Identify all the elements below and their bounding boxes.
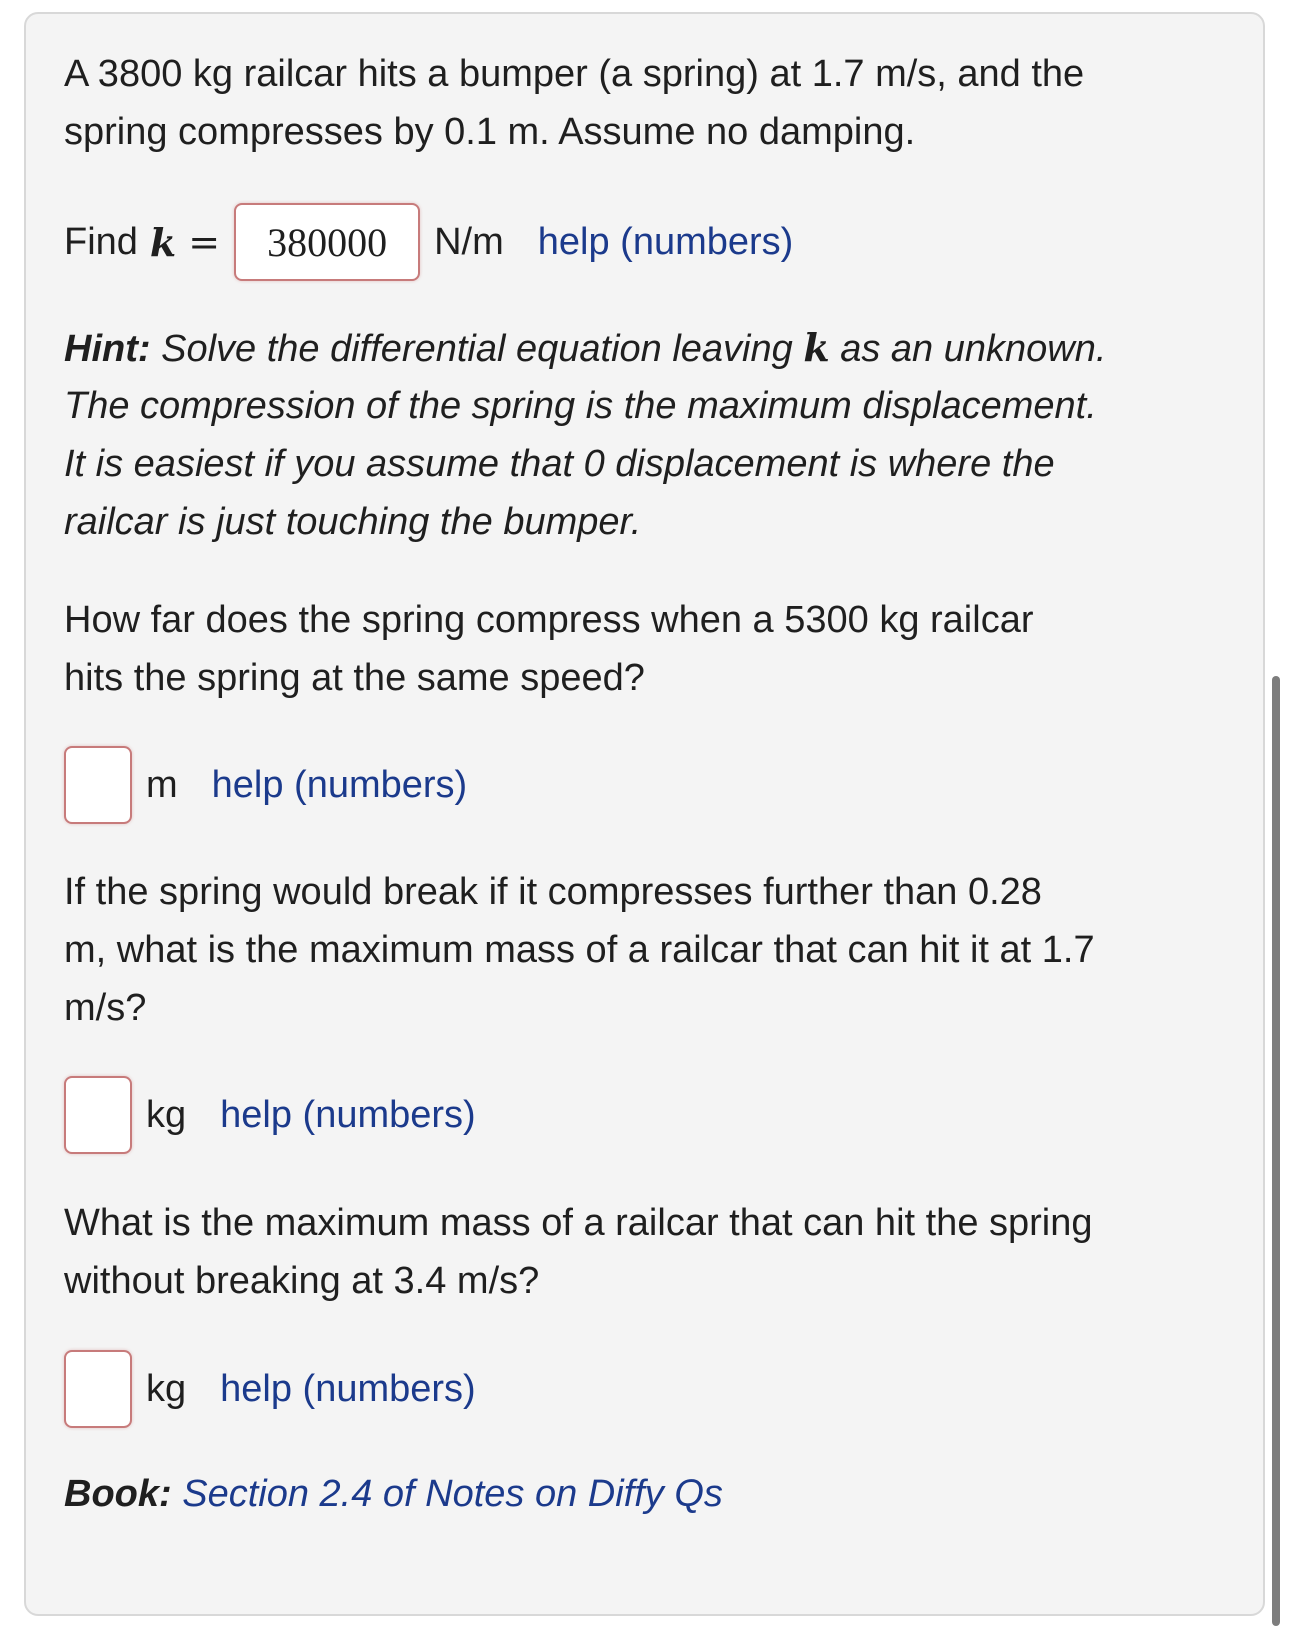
help-link-max-mass[interactable]: help (numbers) (220, 1093, 476, 1136)
hint-line-1 (64, 318, 1106, 379)
hint-text-1b: as an unknown. (840, 328, 1107, 370)
hint-k-variable: k (803, 325, 830, 370)
find-k-row (64, 203, 793, 281)
hint-line-4: railcar is just touching the bumper. (64, 501, 642, 543)
max-mass-answer-field[interactable] (64, 1076, 132, 1154)
max-mass-fast-unit: kg (146, 1367, 187, 1410)
hint-text-1a: Solve the differential equation leaving (161, 328, 793, 370)
question-2-answer-row (64, 746, 467, 824)
question-3-line-1: If the spring would break if it compresses further than 0.28 (64, 871, 1042, 913)
question-2-line-2: hits the spring at the same speed? (64, 657, 645, 699)
question-2-line-1: How far does the spring compress when a 5300 kg railcar (64, 599, 1034, 641)
hint-label: Hint: (64, 328, 151, 370)
question-3-line-2: m, what is the maximum mass of a railcar that can hit it at 1.7 (64, 929, 1095, 971)
book-reference (64, 1464, 723, 1524)
hint-line-2: The compression of the spring is the maximum displacement. (64, 385, 1097, 427)
book-link[interactable]: Section 2.4 of Notes on Diffy Qs (182, 1473, 723, 1515)
max-mass-unit: kg (146, 1093, 187, 1136)
scrollbar[interactable] (1272, 676, 1280, 1626)
find-label: Find (64, 220, 138, 263)
compression-unit: m (146, 763, 178, 806)
k-variable: k (149, 219, 177, 265)
question-4-answer-row (64, 1350, 476, 1428)
k-answer-field[interactable]: 380000 (234, 203, 420, 281)
max-mass-fast-answer-field[interactable] (64, 1350, 132, 1428)
help-link-k[interactable]: help (numbers) (537, 220, 794, 263)
compression-answer-field[interactable] (64, 746, 132, 824)
intro-line-2: spring compresses by 0.1 m. Assume no damping. (64, 111, 916, 153)
k-unit: N/m (434, 220, 504, 263)
question-3-answer-row (64, 1076, 476, 1154)
question-4-line-2: without breaking at 3.4 m/s? (64, 1260, 540, 1302)
intro-line-1: A 3800 kg railcar hits a bumper (a spring) at 1.7 m/s, and the (64, 53, 1085, 95)
book-label: Book: (64, 1473, 172, 1515)
equals-sign: = (188, 220, 221, 264)
help-link-compression[interactable]: help (numbers) (211, 763, 468, 806)
hint-line-3: It is easiest if you assume that 0 displacement is where the (64, 443, 1055, 485)
question-3-line-3: m/s? (64, 987, 147, 1029)
help-link-max-mass-fast[interactable]: help (numbers) (220, 1367, 476, 1410)
question-4-line-1: What is the maximum mass of a railcar that can hit the spring (64, 1202, 1093, 1244)
